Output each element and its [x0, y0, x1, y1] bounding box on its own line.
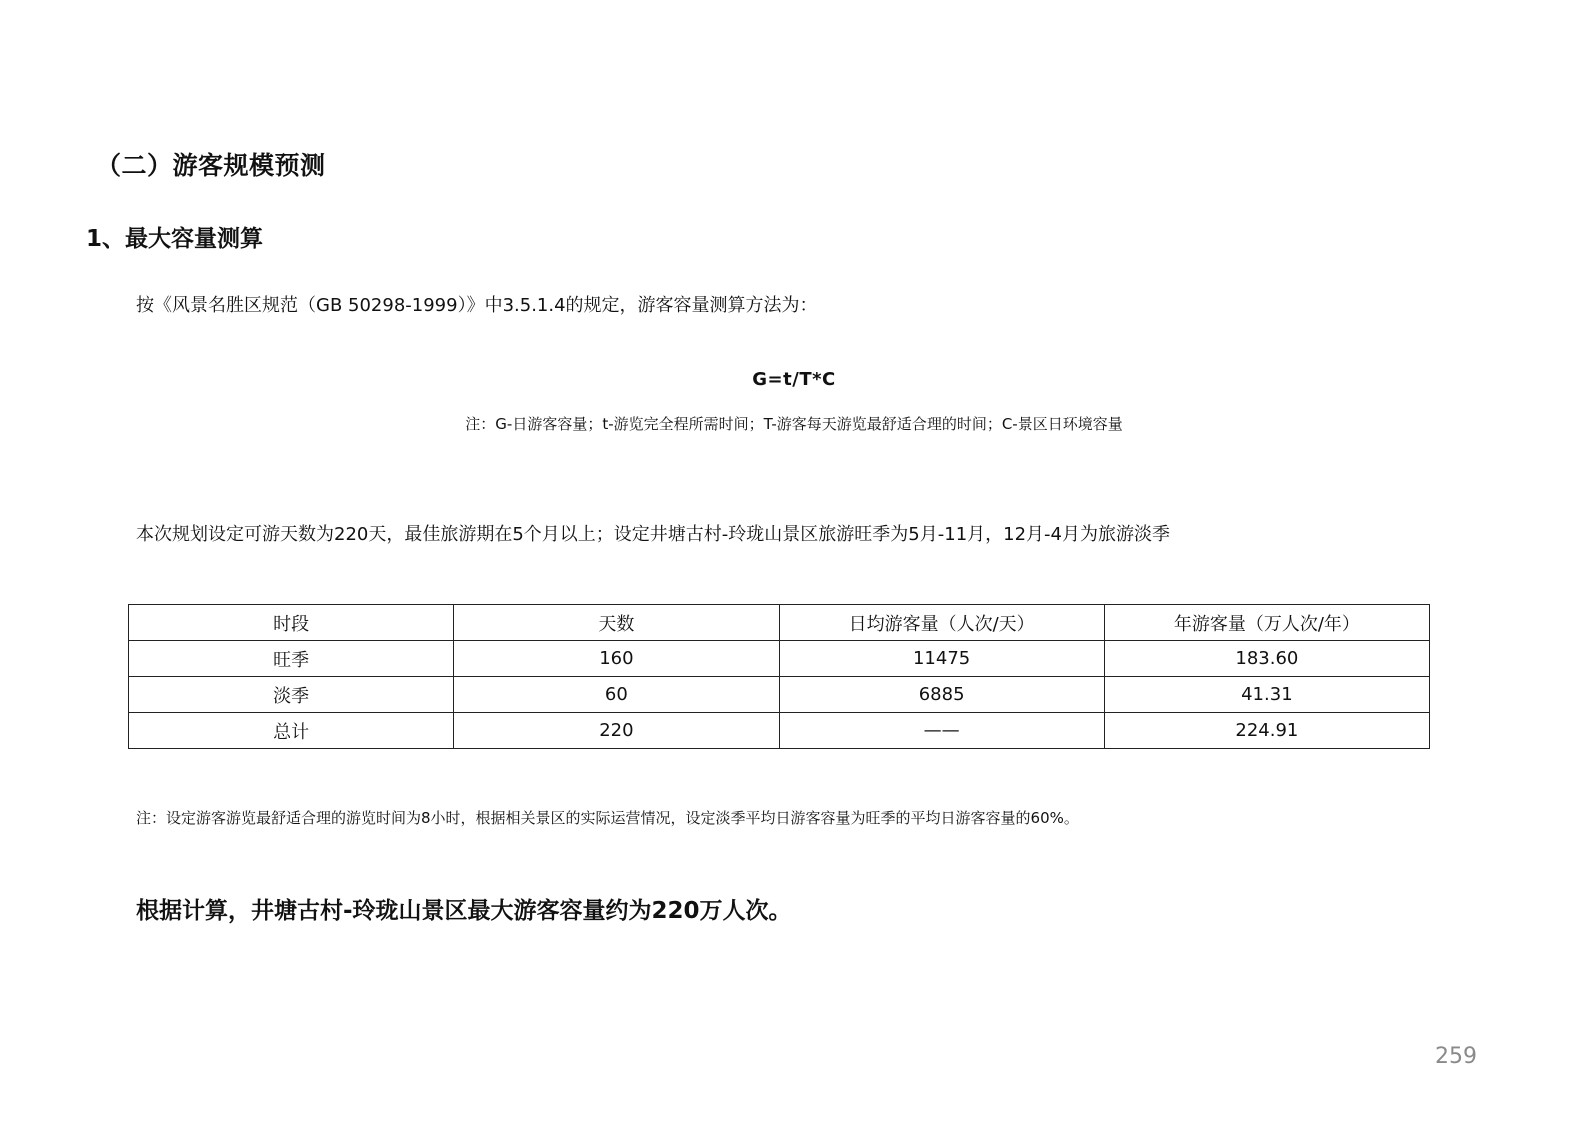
section-title: （二）游客规模预测	[96, 151, 326, 180]
table-cell: 60	[454, 677, 779, 713]
table-row	[129, 713, 1430, 749]
plan-paragraph: 本次规划设定可游天数为220天，最佳旅游期在5个月以上；设定井塘古村-玲珑山景区旅游旺季为5月-11月，12月-4月为旅游淡季	[136, 524, 1171, 545]
table-row	[129, 677, 1430, 713]
conclusion-statement: 根据计算，井塘古村-玲珑山景区最大游客容量约为220万人次。	[136, 898, 792, 924]
table-header-row	[129, 605, 1430, 641]
table-cell: 220	[454, 713, 779, 749]
table-cell: 183.60	[1104, 641, 1429, 677]
capacity-table	[128, 604, 1430, 749]
table-cell: 41.31	[1104, 677, 1429, 713]
page-number: 259	[1435, 1044, 1477, 1069]
table-row	[129, 641, 1430, 677]
intro-paragraph: 按《风景名胜区规范（GB 50298-1999）》中3.5.1.4的规定，游客容量测算方法为：	[136, 295, 818, 316]
column-header-annual-visitors: 年游客量（万人次/年）	[1104, 605, 1429, 641]
column-header-daily-visitors: 日均游客量（人次/天）	[779, 605, 1104, 641]
table-cell: ——	[779, 713, 1104, 749]
table-cell: 11475	[779, 641, 1104, 677]
table-cell: 224.91	[1104, 713, 1429, 749]
table-note: 注：设定游客游览最舒适合理的游览时间为8小时，根据相关景区的实际运营情况，设定淡季平均日游客容量为旺季的平均日游客容量的60%。	[136, 809, 1079, 827]
table-cell: 淡季	[129, 677, 454, 713]
table-cell: 6885	[779, 677, 1104, 713]
column-header-days: 天数	[454, 605, 779, 641]
subsection-title: 1、最大容量测算	[86, 226, 264, 252]
table-cell: 160	[454, 641, 779, 677]
table-cell: 总计	[129, 713, 454, 749]
table-cell: 旺季	[129, 641, 454, 677]
formula-note: 注：G-日游客容量；t-游览完全程所需时间；T-游客每天游览最舒适合理的时间；C-景区日环境容量	[465, 415, 1123, 433]
column-header-period: 时段	[129, 605, 454, 641]
capacity-formula: G=t/T*C	[752, 369, 836, 390]
